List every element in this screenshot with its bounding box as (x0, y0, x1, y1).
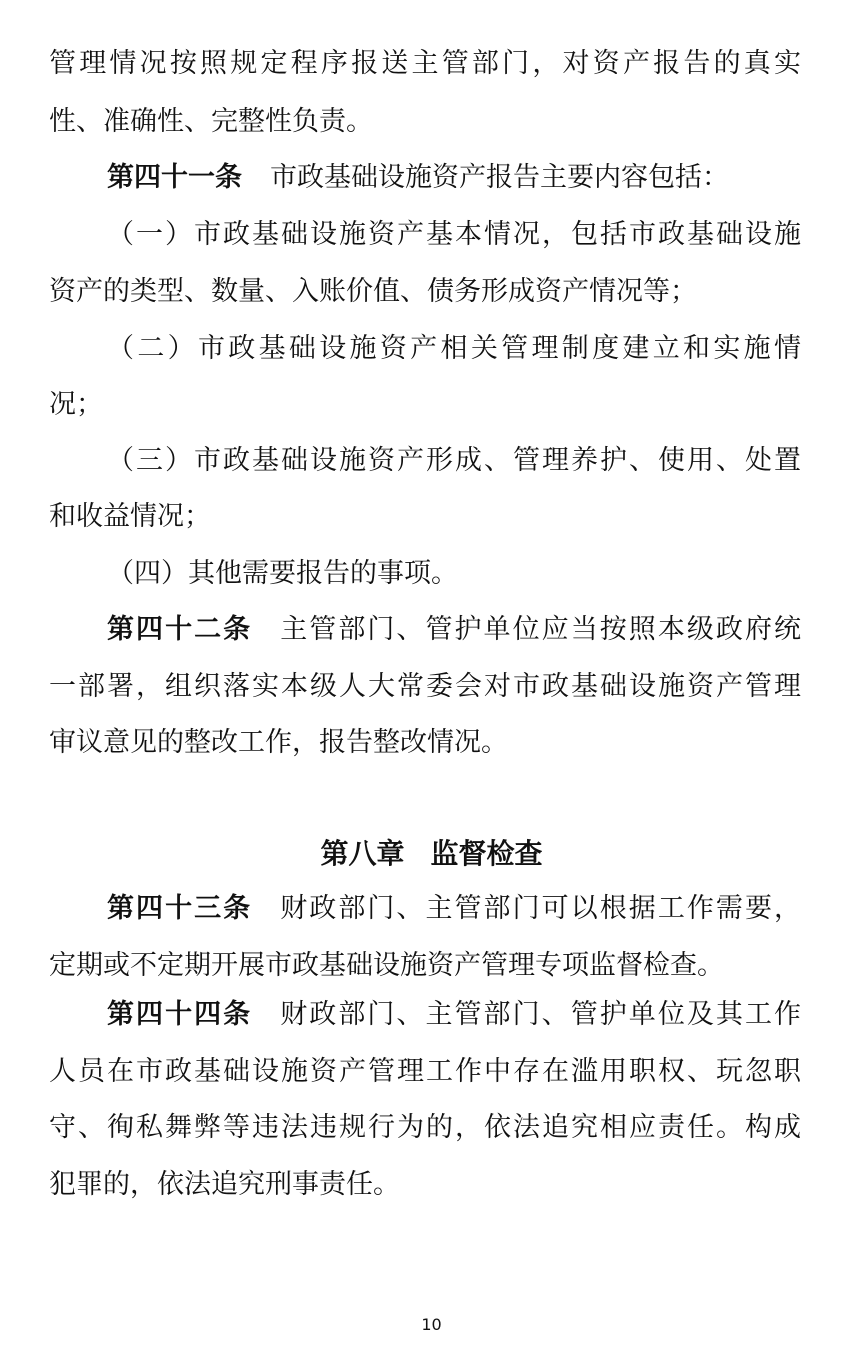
paragraph-line: 性、准确性、完整性负责。 (49, 106, 373, 137)
article-41 (107, 158, 801, 198)
article-44 (107, 995, 801, 1035)
paragraph-line: 人员在市政基础设施资产管理工作中存在滥用职权、玩忽职 (49, 1056, 801, 1087)
list-item-line: 和收益情况； (49, 501, 211, 532)
article-text: 财政部门、主管部门、管护单位及其工作 (280, 999, 802, 1030)
paragraph-line: 定期或不定期开展市政基础设施资产管理专项监督检查。 (49, 950, 724, 981)
chapter-title: 监督检查 (430, 837, 543, 870)
page-number: 10 (421, 1315, 442, 1334)
article-label: 第四十四条 (107, 999, 253, 1030)
paragraph-line: 一部署，组织落实本级人大常委会对市政基础设施资产管理 (49, 671, 801, 702)
chapter-heading (0, 832, 863, 876)
article-label: 第四十三条 (107, 893, 253, 924)
list-item-line: （二）市政基础设施资产相关管理制度建立和实施情 (107, 333, 801, 364)
list-item-line: （四）其他需要报告的事项。 (107, 558, 458, 589)
article-43 (107, 889, 801, 929)
article-text: 市政基础设施资产报告主要内容包括： (270, 162, 729, 193)
list-item-line: （三）市政基础设施资产形成、管理养护、使用、处置 (107, 445, 801, 476)
article-42 (107, 610, 801, 650)
article-text: 主管部门、管护单位应当按照本级政府统 (280, 614, 802, 645)
article-text: 财政部门、主管部门可以根据工作需要， (280, 893, 802, 924)
paragraph-line: 守、徇私舞弊等违法违规行为的，依法追究相应责任。构成 (49, 1112, 801, 1143)
list-item-line: 资产的类型、数量、入账价值、债务形成资产情况等； (49, 276, 697, 307)
paragraph-line: 犯罪的，依法追究刑事责任。 (49, 1169, 400, 1200)
paragraph-line: 管理情况按照规定程序报送主管部门，对资产报告的真实 (49, 48, 801, 79)
article-label: 第四十一条 (107, 162, 242, 193)
list-item-line: （一）市政基础设施资产基本情况，包括市政基础设施 (107, 219, 801, 250)
chapter-number: 第八章 (320, 837, 405, 870)
paragraph-line: 审议意见的整改工作，报告整改情况。 (49, 727, 508, 758)
article-label: 第四十二条 (107, 614, 253, 645)
list-item-line: 况； (49, 389, 103, 420)
